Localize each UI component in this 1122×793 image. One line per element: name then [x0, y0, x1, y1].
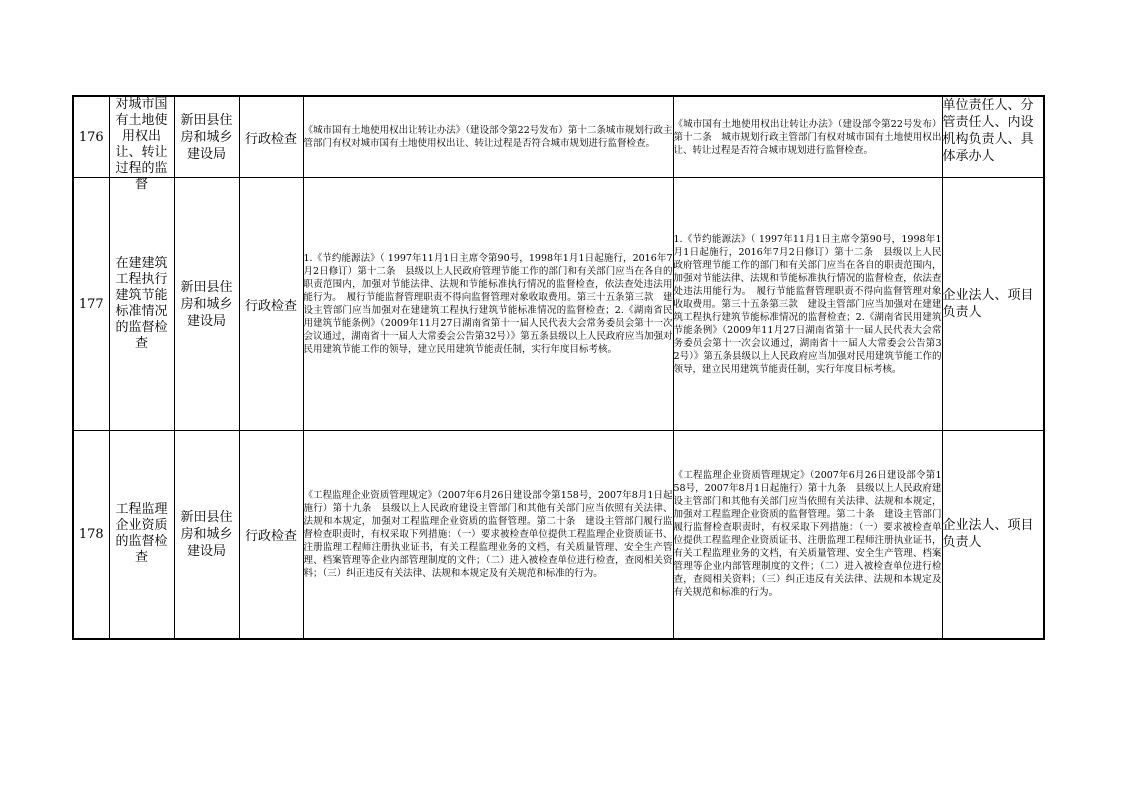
- table-row: [73, 431, 1044, 639]
- item-name: 工程监理企业资质的监督检查: [109, 431, 174, 639]
- duty-description: 1.《节约能源法》（ 1997年11月1日主席令第90号，1998年1月1日起施行，2016年7月2日修订）第十二条 县级以上人民政府管理节能工作的部门和有关部门应当在各自的职责范围内，加强对节能法律、法规和节能标准执行情况的监督检查，依法查处违法用能行为。 履行节能监督管理职责不得向监督管理对象收取费用。第三十五条第三款 建设主管部门应当加强对在建建筑工程执行建筑节能标准情况的监督检查；2.《湖南省民用建筑节能条例》（2009年11月27日湖南省第十一届人民代表大会常务委员会第十一次会议通过，湖南省十一届人大常委会公告第32号）》第五条县级以上人民政府应当加强对民用建筑节能工作的领导，建立民用建筑节能责任制，实行年度目标考核。: [673, 178, 942, 431]
- legal-basis: 《工程监理企业资质管理规定》（2007年6月26日建设部令第158号，2007年8月1日起施行）第十九条 县级以上人民政府建设主管部门和其他有关部门应当依照有关法律、法规和本规定，加强对工程监理企业资质的监督管理。第二十条 建设主管部门履行监督检查职责时，有权采取下列措施：（一）要求被检查单位提供工程监理企业资质证书、注册监理工程师注册执业证书，有关工程监理业务的文档，有关质量管理、安全生产管理、档案管理等企业内部管理制度的文件；（二）进入被检查单位进行检查，查阅相关资料；（三）纠正违反有关法律、法规和本规定及有关规范和标准的行为。: [303, 431, 673, 639]
- power-category: 行政检查: [239, 178, 303, 431]
- implementing-department: 新田县住房和城乡建设局: [174, 96, 239, 178]
- table-row: [73, 96, 1044, 178]
- implementing-department: 新田县住房和城乡建设局: [174, 178, 239, 431]
- row-number: 177: [73, 178, 109, 431]
- power-category: 行政检查: [239, 431, 303, 639]
- power-category: 行政检查: [239, 96, 303, 178]
- row-number: 178: [73, 431, 109, 639]
- item-name: 在建建筑工程执行建筑节能标准情况的监督检查: [109, 178, 174, 431]
- item-name: [109, 96, 174, 192]
- duty-description: 《工程监理企业资质管理规定》（2007年6月26日建设部令第158号，2007年8月1日起施行）第十九条 县级以上人民政府建设主管部门和其他有关部门应当依照有关法律、法规和本规定，加强对工程监理企业资质的监督管理。第二十条 建设主管部门履行监督检查职责时，有权采取下列措施：（一）要求被检查单位提供工程监理企业资质证书、注册监理工程师注册执业证书，有关工程监理业务的文档，有关质量管理、安全生产管理、档案管理等企业内部管理制度的文件；（二）进入被检查单位进行检查，查阅相关资料；（三）纠正违反有关法律、法规和本规定及有关规范和标准的行为。: [673, 431, 942, 639]
- duty-description: 《城市国有土地使用权出让转让办法》（建设部令第22号发布）第十二条 城市规划行政主管部门有权对城市国有土地使用权出让、转让过程是否符合城市规划进行监督检查。: [673, 96, 942, 178]
- row-number: 176: [73, 96, 109, 178]
- table-row: [73, 178, 1044, 431]
- responsible-party: 企业法人、项目负责人: [942, 431, 1044, 639]
- responsible-party: 企业法人、项目负责人: [942, 178, 1044, 431]
- power-list-table: [72, 95, 1045, 640]
- responsible-party: 单位责任人、分管责任人、内设机构负责人、具体承办人: [942, 96, 1044, 178]
- item-name-text: 对城市国有土地使用权出让、转让过程的监督: [115, 97, 168, 192]
- legal-basis: 1.《节约能源法》（ 1997年11月1日主席令第90号，1998年1月1日起施行，2016年7月2日修订）第十二条 县级以上人民政府管理节能工作的部门和有关部门应当在各自的职责范围内，加强对节能法律、法规和节能标准执行情况的监督检查，依法查处违法用能行为。 履行节能监督管理职责不得向监督管理对象收取费用。第三十五条第三款 建设主管部门应当加强对在建建筑工程执行建筑节能标准情况的监督检查；2.《湖南省民用建筑节能条例》（2009年11月27日湖南省第十一届人民代表大会常务委员会第十一次会议通过，湖南省十一届人大常委会公告第32号）》第五条县级以上人民政府应当加强对民用建筑节能工作的领导，建立民用建筑节能责任制，实行年度目标考核。: [303, 178, 673, 431]
- implementing-department: 新田县住房和城乡建设局: [174, 431, 239, 639]
- legal-basis: 《城市国有土地使用权出让转让办法》（建设部令第22号发布）第十二条城市规划行政主管部门有权对城市国有土地使用权出让、转让过程是否符合城市规划进行监督检查。: [303, 96, 673, 178]
